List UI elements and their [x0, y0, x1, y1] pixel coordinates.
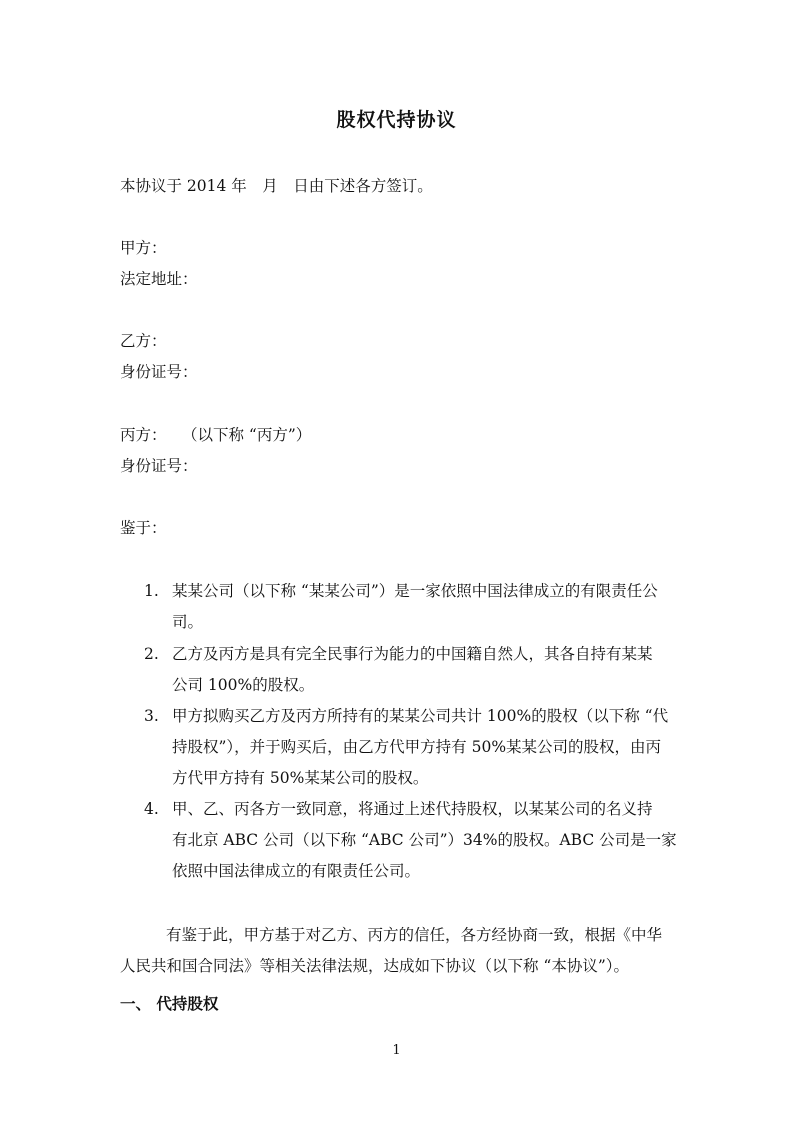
list-item-line: 甲方拟购买乙方及丙方所持有的某某公司共计 100%的股权（以下称 “代 [172, 707, 669, 725]
list-item-line: 方代甲方持有 50%某某公司的股权。 [172, 769, 429, 787]
intro-text: 本协议于 2014 年 月 日由下述各方签订。 [120, 177, 433, 195]
party-c-id-label: 身份证号： [120, 457, 198, 475]
page-number: 1 [392, 1043, 401, 1058]
party-a-label: 甲方： [120, 239, 167, 257]
list-item-line: 公司 100%的股权。 [172, 676, 315, 694]
list-item-line: 乙方及丙方是具有完全民事行为能力的中国籍自然人，其各自持有某某 [172, 645, 653, 663]
list-item-number: 4. [144, 800, 159, 818]
section-heading: 一、 代持股权 [120, 994, 219, 1013]
list-item-number: 3. [144, 707, 159, 725]
party-c-label: 丙方： （以下称 “丙方”） [120, 426, 312, 444]
list-item-number: 2. [144, 645, 159, 663]
list-item-line: 甲、乙、丙各方一致同意，将通过上述代持股权，以某某公司的名义持 [172, 800, 653, 818]
party-b-label: 乙方： [120, 332, 167, 350]
list-item-line: 司。 [172, 613, 204, 631]
conclusion-line: 人民共和国合同法》等相关法律法规，达成如下协议（以下称 “本协议”）。 [120, 957, 630, 975]
conclusion-line: 有鉴于此，甲方基于对乙方、丙方的信任，各方经协商一致，根据《中华 [166, 926, 663, 944]
party-b-id-label: 身份证号： [120, 363, 198, 381]
document-title: 股权代持协议 [336, 109, 457, 131]
whereas-label: 鉴于： [120, 519, 167, 537]
list-item-line: 持股权”），并于购买后，由乙方代甲方持有 50%某某公司的股权，由丙 [172, 738, 662, 756]
list-item-line: 某某公司（以下称 “某某公司”）是一家依照中国法律成立的有限责任公 [172, 582, 658, 600]
list-item-line: 依照中国法律成立的有限责任公司。 [172, 862, 421, 880]
list-item-number: 1. [144, 582, 159, 600]
list-item-line: 有北京 ABC 公司（以下称 “ABC 公司”）34%的股权。ABC 公司是一家 [172, 831, 677, 849]
party-a-address-label: 法定地址： [120, 270, 198, 288]
